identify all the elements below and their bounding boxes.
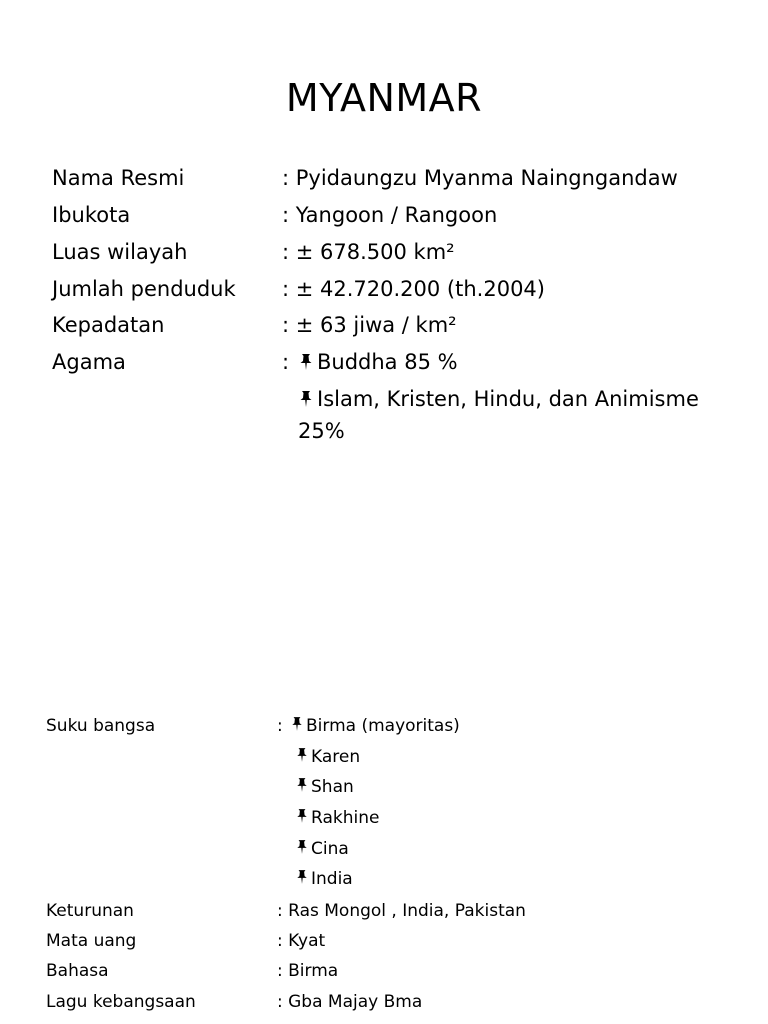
- label-area: Luas wilayah: [52, 240, 188, 264]
- value-descent: : Ras Mongol , India, Pakistan: [277, 901, 526, 921]
- value-population: : ± 42.720.200 (th.2004): [282, 277, 545, 301]
- pushpin-icon: [296, 869, 308, 885]
- value-area: : ± 678.500 km²: [282, 240, 455, 264]
- ethnic-item-label: Rakhine: [311, 808, 380, 828]
- label-population: Jumlah penduduk: [52, 277, 236, 301]
- religion-item-others-percent: 25%: [298, 419, 345, 443]
- pushpin-icon: [296, 747, 308, 763]
- value-anthem: : Gba Majay Bma: [277, 992, 423, 1012]
- label-language: Bahasa: [46, 961, 109, 981]
- label-anthem: Lagu kebangsaan: [46, 992, 196, 1012]
- religion-item-label: Islam, Kristen, Hindu, dan Animisme: [317, 387, 699, 411]
- religion-item-buddha: [299, 350, 458, 374]
- value-currency: : Kyat: [277, 931, 326, 951]
- ethnic-item-label: Birma (mayoritas): [306, 716, 460, 736]
- label-official-name: Nama Resmi: [52, 166, 185, 190]
- ethnic-item-birma: [291, 716, 460, 736]
- ethnic-item-india: [296, 869, 353, 889]
- label-density: Kepadatan: [52, 313, 165, 337]
- ethnic-item-label: Karen: [311, 747, 361, 767]
- slide-myanmar-demographics: [0, 600, 768, 1024]
- ethnic-item-shan: [296, 777, 354, 797]
- value-capital: : Yangoon / Rangoon: [282, 203, 498, 227]
- label-religion: Agama: [52, 350, 126, 374]
- value-language: : Birma: [277, 961, 339, 981]
- pushpin-icon: [296, 839, 308, 855]
- value-official-name: : Pyidaungzu Myanma Naingngandaw: [282, 166, 678, 190]
- ethnic-item-rakhine: [296, 808, 379, 828]
- pushpin-icon: [299, 353, 313, 371]
- religion-colon: :: [282, 350, 290, 374]
- label-capital: Ibukota: [52, 203, 131, 227]
- religion-item-label: Buddha 85 %: [317, 350, 458, 374]
- page-title: MYANMAR: [285, 76, 483, 120]
- pushpin-icon: [296, 777, 308, 793]
- ethnic-colon: :: [277, 716, 283, 736]
- religion-item-others: [299, 387, 699, 411]
- ethnic-item-karen: [296, 747, 360, 767]
- value-density: : ± 63 jiwa / km²: [282, 313, 457, 337]
- ethnic-item-label: Cina: [311, 839, 349, 859]
- ethnic-item-label: India: [311, 869, 353, 889]
- label-descent: Keturunan: [46, 901, 134, 921]
- ethnic-item-cina: [296, 839, 349, 859]
- pushpin-icon: [291, 716, 303, 732]
- pushpin-icon: [296, 808, 308, 824]
- label-ethnic-groups: Suku bangsa: [46, 716, 156, 736]
- pushpin-icon: [299, 390, 313, 408]
- ethnic-item-label: Shan: [311, 777, 354, 797]
- label-currency: Mata uang: [46, 931, 137, 951]
